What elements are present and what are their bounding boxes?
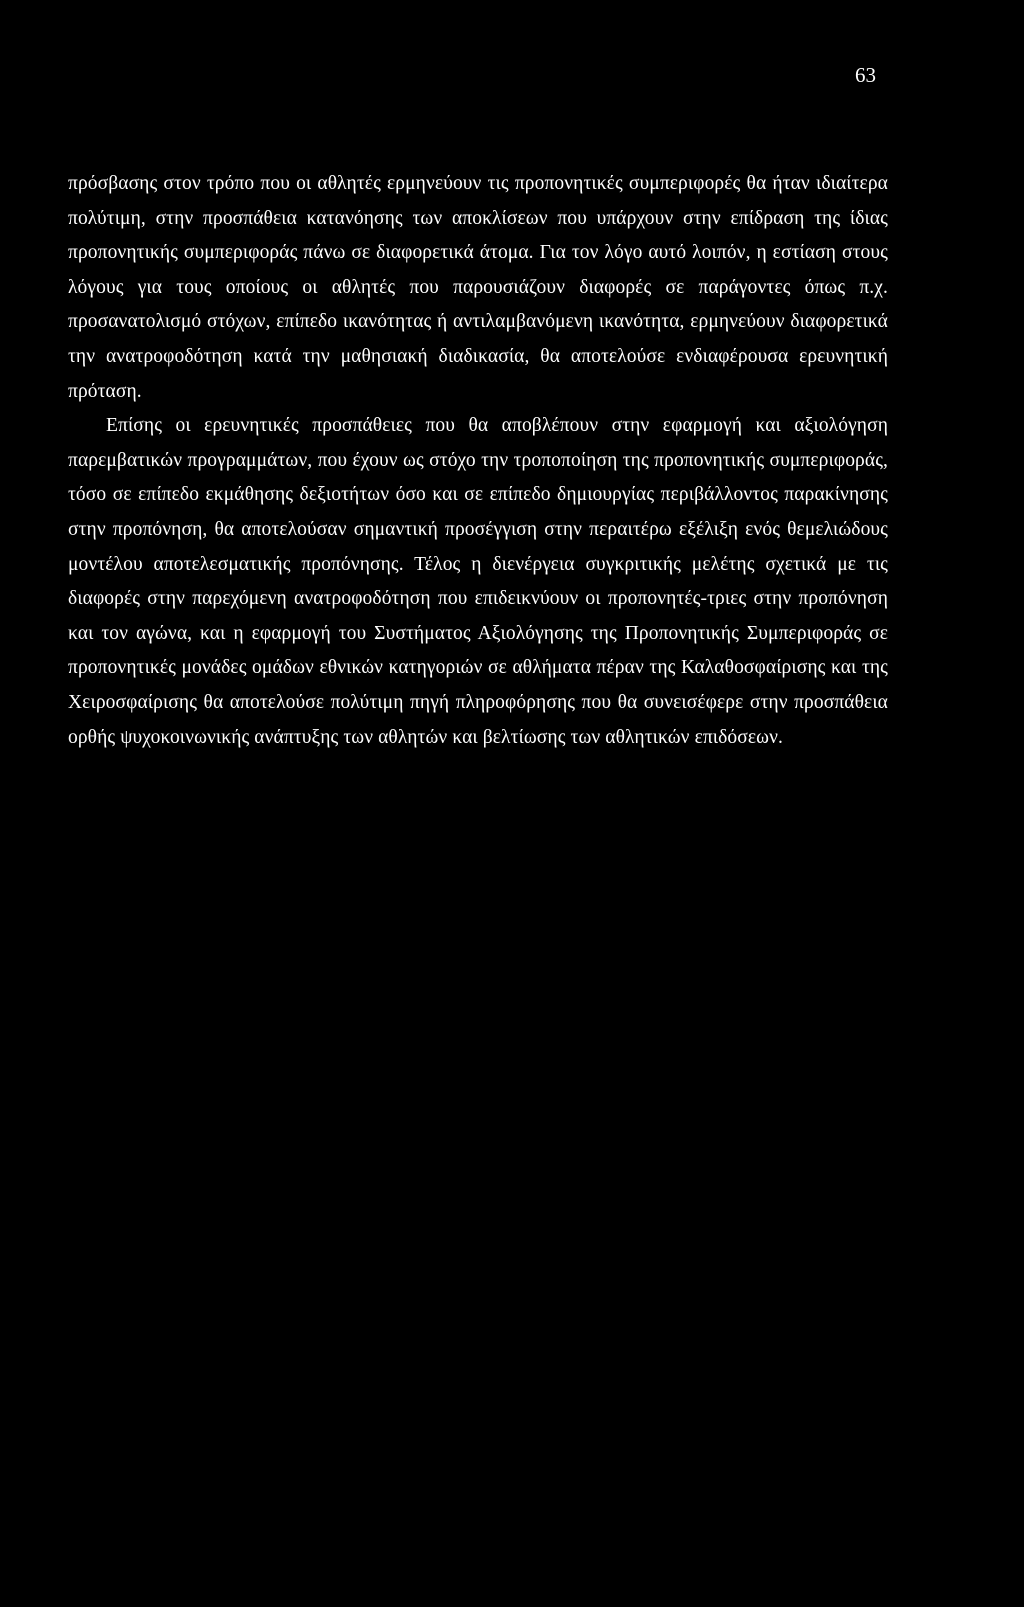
- body-text: [68, 167, 888, 755]
- paragraph-2: Επίσης οι ερευνητικές προσπάθειες που θα αποβλέπουν στην εφαρμογή και αξιολόγηση παρεμβατικών προγραμμάτων, που έχουν ως στόχο την τροποποίηση της προπονητικής συμπεριφοράς, τόσο σε επίπεδο εκμάθησης δεξιοτήτων όσο και σε επίπεδο δημιουργίας περιβάλλοντος παρακίνησης στην προπόνηση, θα αποτελούσαν σημαντική προσέγγιση στην περαιτέρω εξέλιξη ενός θεμελιώδους μοντέλου αποτελεσματικής προπόνησης. Τέλος η διενέργεια συγκριτικής μελέτης σχετικά με τις διαφορές στην παρεχόμενη ανατροφοδότηση που επιδεικνύουν οι προπονητές-τριες στην προπόνηση και τον αγώνα, και η εφαρμογή του Συστήματος Αξιολόγησης της Προπονητικής Συμπεριφοράς σε προπονητικές μονάδες ομάδων εθνικών κατηγοριών σε αθλήματα πέραν της Καλαθοσφαίρισης και της Χειροσφαίρισης θα αποτελούσε πολύτιμη πηγή πληροφόρησης που θα συνεισέφερε στην προσπάθεια ορθής ψυχοκοινωνικής ανάπτυξης των αθλητών και βελτίωσης των αθλητικών επιδόσεων.: [68, 415, 888, 748]
- paragraph-1: πρόσβασης στον τρόπο που οι αθλητές ερμηνεύουν τις προπονητικές συμπεριφορές θα ήταν ιδιαίτερα πολύτιμη, στην προσπάθεια κατανόησης των αποκλίσεων που υπάρχουν στην επίδραση της ίδιας προπονητικής συμπεριφοράς πάνω σε διαφορετικά άτομα. Για τον λόγο αυτό λοιπόν, η εστίαση στους λόγους για τους οποίους οι αθλητές που παρουσιάζουν διαφορές σε παράγοντες όπως π.χ. προσανατολισμό στόχων, επίπεδο ικανότητας ή αντιλαμβανόμενη ικανότητα, ερμηνεύουν διαφορετικά την ανατροφοδότηση κατά την μαθησιακή διαδικασία, θα αποτελούσε ενδιαφέρουσα ερευνητική πρόταση.: [68, 173, 888, 402]
- page-number: 63: [855, 63, 876, 87]
